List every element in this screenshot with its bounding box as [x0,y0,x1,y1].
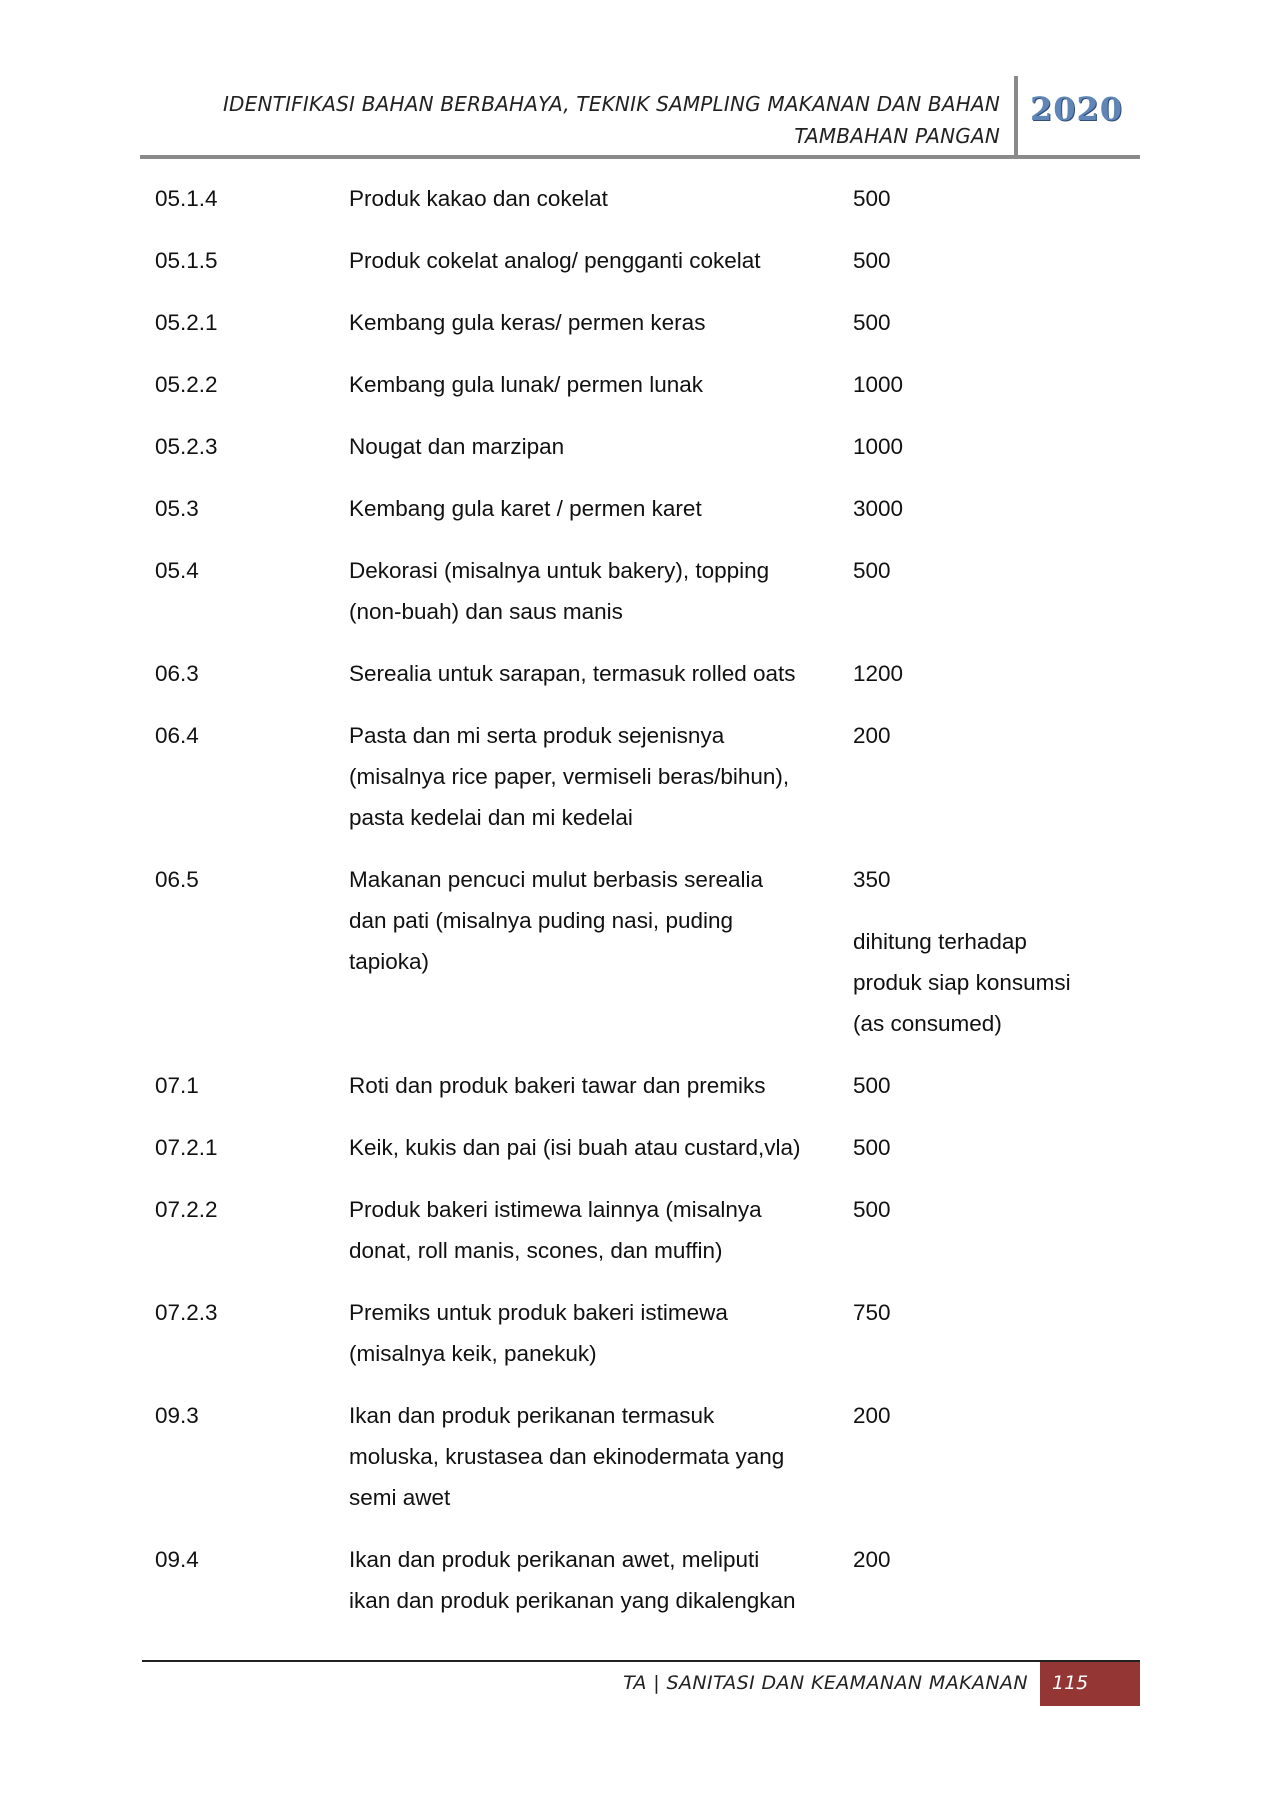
category-description [349,715,853,838]
limit-number: 500 [853,248,891,273]
table-row [155,1292,1125,1374]
table-row [155,364,1125,405]
table-row [155,653,1125,694]
description-line: Makanan pencuci mulut berbasis serealia [349,867,763,892]
limit-note-line: produk siap konsumsi [853,970,1071,995]
category-code: 05.1.4 [155,186,218,211]
category-description [349,178,853,219]
table-row [155,426,1125,467]
table-row [155,859,1125,1044]
limit-note-line: (as consumed) [853,1011,1002,1036]
limit-number: 350 [853,867,891,892]
category-description [349,488,853,529]
category-description [349,859,853,1044]
footer-rule [142,1660,1140,1662]
category-code: 05.2.3 [155,434,218,459]
description-line: Nougat dan marzipan [349,434,565,459]
category-description [349,1127,853,1168]
description-line: Pasta dan mi serta produk sejenisnya [349,723,725,748]
page-number-box [1040,1662,1140,1706]
max-limit-value [853,1189,1123,1271]
max-limit-value [853,178,1123,219]
category-code: 09.4 [155,1547,199,1572]
limit-number: 1000 [853,434,904,459]
page-header [140,76,1140,160]
max-limit-value [853,653,1123,694]
category-code: 05.2.2 [155,372,218,397]
limit-number: 200 [853,723,891,748]
table-row [155,550,1125,632]
page-number: 115 [1052,1672,1089,1694]
table-row [155,178,1125,219]
table-row [155,1189,1125,1271]
description-line: Kembang gula karet / permen karet [349,496,702,521]
category-description [349,240,853,281]
category-description [349,1539,853,1621]
table-row [155,1127,1125,1168]
category-description [349,364,853,405]
limit-number: 1000 [853,372,904,397]
description-line: Produk bakeri istimewa lainnya (misalnya [349,1197,762,1222]
category-code: 07.2.3 [155,1300,218,1325]
table-row [155,488,1125,529]
limit-number: 500 [853,1135,891,1160]
max-limit-value [853,550,1123,632]
description-line: ikan dan produk perikanan yang dikalengkan [349,1588,796,1613]
limit-number: 500 [853,186,891,211]
table-row [155,302,1125,343]
max-limit-value [853,488,1123,529]
table-row [155,1539,1125,1621]
category-code: 05.2.1 [155,310,218,335]
limit-note-line: dihitung terhadap [853,929,1027,954]
description-line: semi awet [349,1485,451,1510]
document-title-line-2: TAMBAHAN PANGAN [794,124,1000,148]
description-line: Premiks untuk produk bakeri istimewa [349,1300,728,1325]
limit-number: 200 [853,1547,891,1572]
category-description [349,550,853,632]
category-description [349,1065,853,1106]
category-description [349,426,853,467]
max-limit-value [853,1065,1123,1106]
description-line: Kembang gula lunak/ permen lunak [349,372,703,397]
max-limit-value [853,1539,1123,1621]
description-line: Dekorasi (misalnya untuk bakery), topping [349,558,770,583]
category-description [349,1189,853,1271]
description-line: Produk cokelat analog/ pengganti cokelat [349,248,761,273]
category-code: 05.4 [155,558,199,583]
page-footer [142,1660,1140,1706]
category-code: 06.5 [155,867,199,892]
limit-number: 500 [853,310,891,335]
description-line: dan pati (misalnya puding nasi, puding [349,908,734,933]
limit-number: 500 [853,1073,891,1098]
category-code: 07.2.1 [155,1135,218,1160]
max-limit-value [853,715,1123,838]
category-code: 05.1.5 [155,248,218,273]
description-line: Produk kakao dan cokelat [349,186,608,211]
max-limit-value [853,1395,1123,1518]
header-divider [1014,76,1018,158]
max-limit-value [853,240,1123,281]
max-limit-value [853,426,1123,467]
header-year: 2020 [1030,90,1124,128]
category-code: 07.1 [155,1073,199,1098]
category-description [349,653,853,694]
description-line: pasta kedelai dan mi kedelai [349,805,633,830]
description-line: Roti dan produk bakeri tawar dan premiks [349,1073,766,1098]
category-code: 05.3 [155,496,199,521]
category-code: 09.3 [155,1403,199,1428]
limit-number: 1200 [853,661,904,686]
document-title-line-1: IDENTIFIKASI BAHAN BERBAHAYA, TEKNIK SAMPLING MAKANAN DAN BAHAN [222,92,1000,116]
limit-number: 3000 [853,496,904,521]
category-description [349,302,853,343]
max-limit-value [853,859,1123,1044]
table-row [155,1395,1125,1518]
table-row [155,240,1125,281]
footer-text: TA | SANITASI DAN KEAMANAN MAKANAN [623,1672,1028,1694]
description-line: moluska, krustasea dan ekinodermata yang [349,1444,785,1469]
description-line: Ikan dan produk perikanan termasuk [349,1403,715,1428]
max-limit-value [853,302,1123,343]
limit-number: 750 [853,1300,891,1325]
description-line: Serealia untuk sarapan, termasuk rolled oats [349,661,796,686]
category-code: 06.4 [155,723,199,748]
description-line: Ikan dan produk perikanan awet, meliputi [349,1547,760,1572]
table-row [155,1065,1125,1106]
document-title [200,88,1000,152]
description-line: Keik, kukis dan pai (isi buah atau custard,vla) [349,1135,801,1160]
max-limit-value [853,1127,1123,1168]
limit-number: 200 [853,1403,891,1428]
max-limit-value [853,364,1123,405]
description-line: donat, roll manis, scones, dan muffin) [349,1238,723,1263]
limit-note [853,921,1123,1044]
header-rule [140,155,1140,159]
category-description [349,1395,853,1518]
limit-number: 500 [853,558,891,583]
description-line: (non-buah) dan saus manis [349,599,623,624]
description-line: (misalnya keik, panekuk) [349,1341,597,1366]
category-description [349,1292,853,1374]
limit-number: 500 [853,1197,891,1222]
category-code: 06.3 [155,661,199,686]
food-category-table [155,178,1125,1621]
description-line: (misalnya rice paper, vermiseli beras/bihun), [349,764,790,789]
description-line: tapioka) [349,949,430,974]
category-code: 07.2.2 [155,1197,218,1222]
table-row [155,715,1125,838]
description-line: Kembang gula keras/ permen keras [349,310,706,335]
max-limit-value [853,1292,1123,1374]
